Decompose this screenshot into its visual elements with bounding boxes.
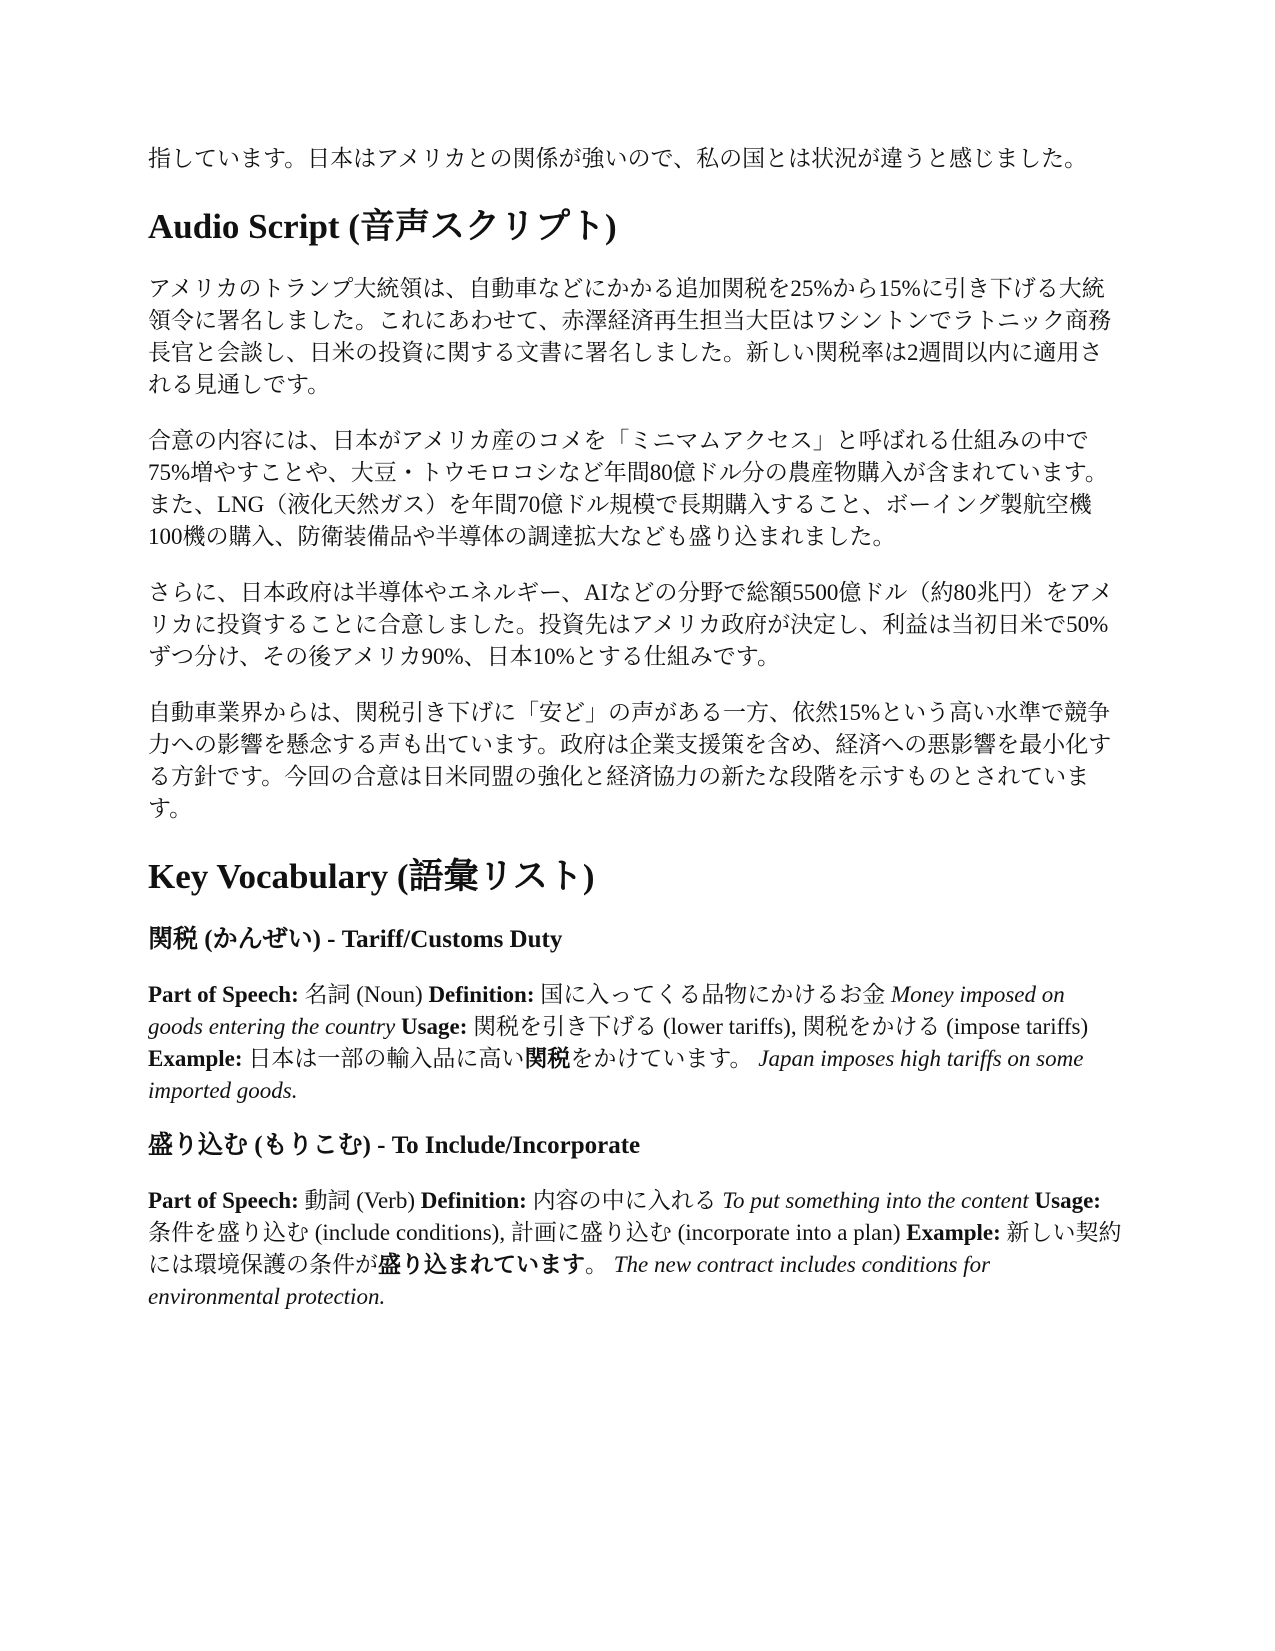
usage-label: Usage: — [400, 1014, 468, 1039]
example-label: Example: — [906, 1220, 1001, 1245]
audio-script-paragraph-1: アメリカのトランプ大統領は、自動車などにかかる追加関税を25%から15%に引き下げる大統領令に署名しました。これにあわせて、赤澤経済再生担当大臣はワシントンでラトニック商務長官と会談し、日米の投資に関する文書に署名しました。新しい関税率は2週間以内に適用される見通しです。 — [148, 276, 1112, 397]
example-jp-highlight: 関税 — [524, 1046, 571, 1071]
example-en: Japan imposes high tariffs on some imported goods. — [148, 1046, 1084, 1103]
vocab-entry-2 — [148, 1185, 1123, 1313]
audio-script-heading: Audio Script (音声スクリプト) — [148, 207, 617, 246]
vocab-term-1: 関税 (かんぜい) - Tariff/Customs Duty — [148, 926, 563, 953]
definition-en: To put something into the content — [722, 1188, 1029, 1213]
pos-value: 動詞 (Verb) — [304, 1188, 415, 1213]
pos-label: Part of Speech: — [148, 1188, 299, 1213]
example-jp-pre: 新しい契約には環境保護の条件が — [148, 1220, 1122, 1277]
definition-jp: 国に入ってくる品物にかけるお金 — [540, 982, 886, 1007]
definition-jp: 内容の中に入れる — [532, 1188, 717, 1213]
usage-value: 条件を盛り込む (include conditions), 計画に盛り込む (incorporate into a plan) — [148, 1220, 901, 1245]
definition-en: Money imposed on goods entering the country — [148, 982, 1065, 1039]
example-label: Example: — [148, 1046, 243, 1071]
usage-value: 関税を引き下げる (lower tariffs), 関税をかける (impose tariffs) — [473, 1014, 1089, 1039]
document-page — [148, 143, 1123, 1335]
definition-label: Definition: — [420, 1188, 527, 1213]
audio-script-paragraph-3: さらに、日本政府は半導体やエネルギー、AIなどの分野で総額5500億ドル（約80兆円）をアメリカに投資することに合意しました。投資先はアメリカ政府が決定し、利益は当初日米で50%ずつ分け、その後アメリカ90%、日本10%とする仕組みです。 — [148, 580, 1113, 669]
pos-label: Part of Speech: — [148, 982, 299, 1007]
audio-script-paragraph-2: 合意の内容には、日本がアメリカ産のコメを「ミニマムアクセス」と呼ばれる仕組みの中で75%増やすことや、大豆・トウモロコシなど年間80億ドル分の農産物購入が含まれています。また、LNG（液化天然ガス）を年間70億ドル規模で長期購入すること、ボーイング製航空機100機の購入、防衛装備品や半導体の調達拡大なども盛り込まれました。 — [148, 428, 1108, 549]
intro-paragraph-tail: 指しています。日本はアメリカとの関係が強いので、私の国とは状況が違うと感じました。 — [148, 146, 1088, 171]
vocabulary-heading: Key Vocabulary (語彙リスト) — [148, 857, 595, 896]
example-jp-highlight: 盛り込まれています — [378, 1252, 585, 1277]
definition-label: Definition: — [428, 982, 535, 1007]
audio-script-paragraph-4: 自動車業界からは、関税引き下げに「安ど」の声がある一方、依然15%という高い水準で競争力への影響を懸念する声も出ています。政府は企業支援策を含め、経済への悪影響を最小化する方針です。今回の合意は日米同盟の強化と経済協力の新たな段階を示すものとされています。 — [148, 700, 1112, 821]
example-en: The new contract includes conditions for environmental protection. — [148, 1252, 991, 1309]
vocab-entry-1 — [148, 979, 1123, 1107]
usage-label: Usage: — [1034, 1188, 1101, 1213]
example-jp-post: をかけています。 — [570, 1046, 753, 1071]
example-jp-pre: 日本は一部の輸入品に高い — [248, 1046, 525, 1071]
pos-value: 名詞 (Noun) — [304, 982, 423, 1007]
example-jp-post: 。 — [585, 1252, 608, 1277]
vocab-term-2: 盛り込む (もりこむ) - To Include/Incorporate — [148, 1132, 641, 1159]
example-jp — [248, 1046, 752, 1071]
